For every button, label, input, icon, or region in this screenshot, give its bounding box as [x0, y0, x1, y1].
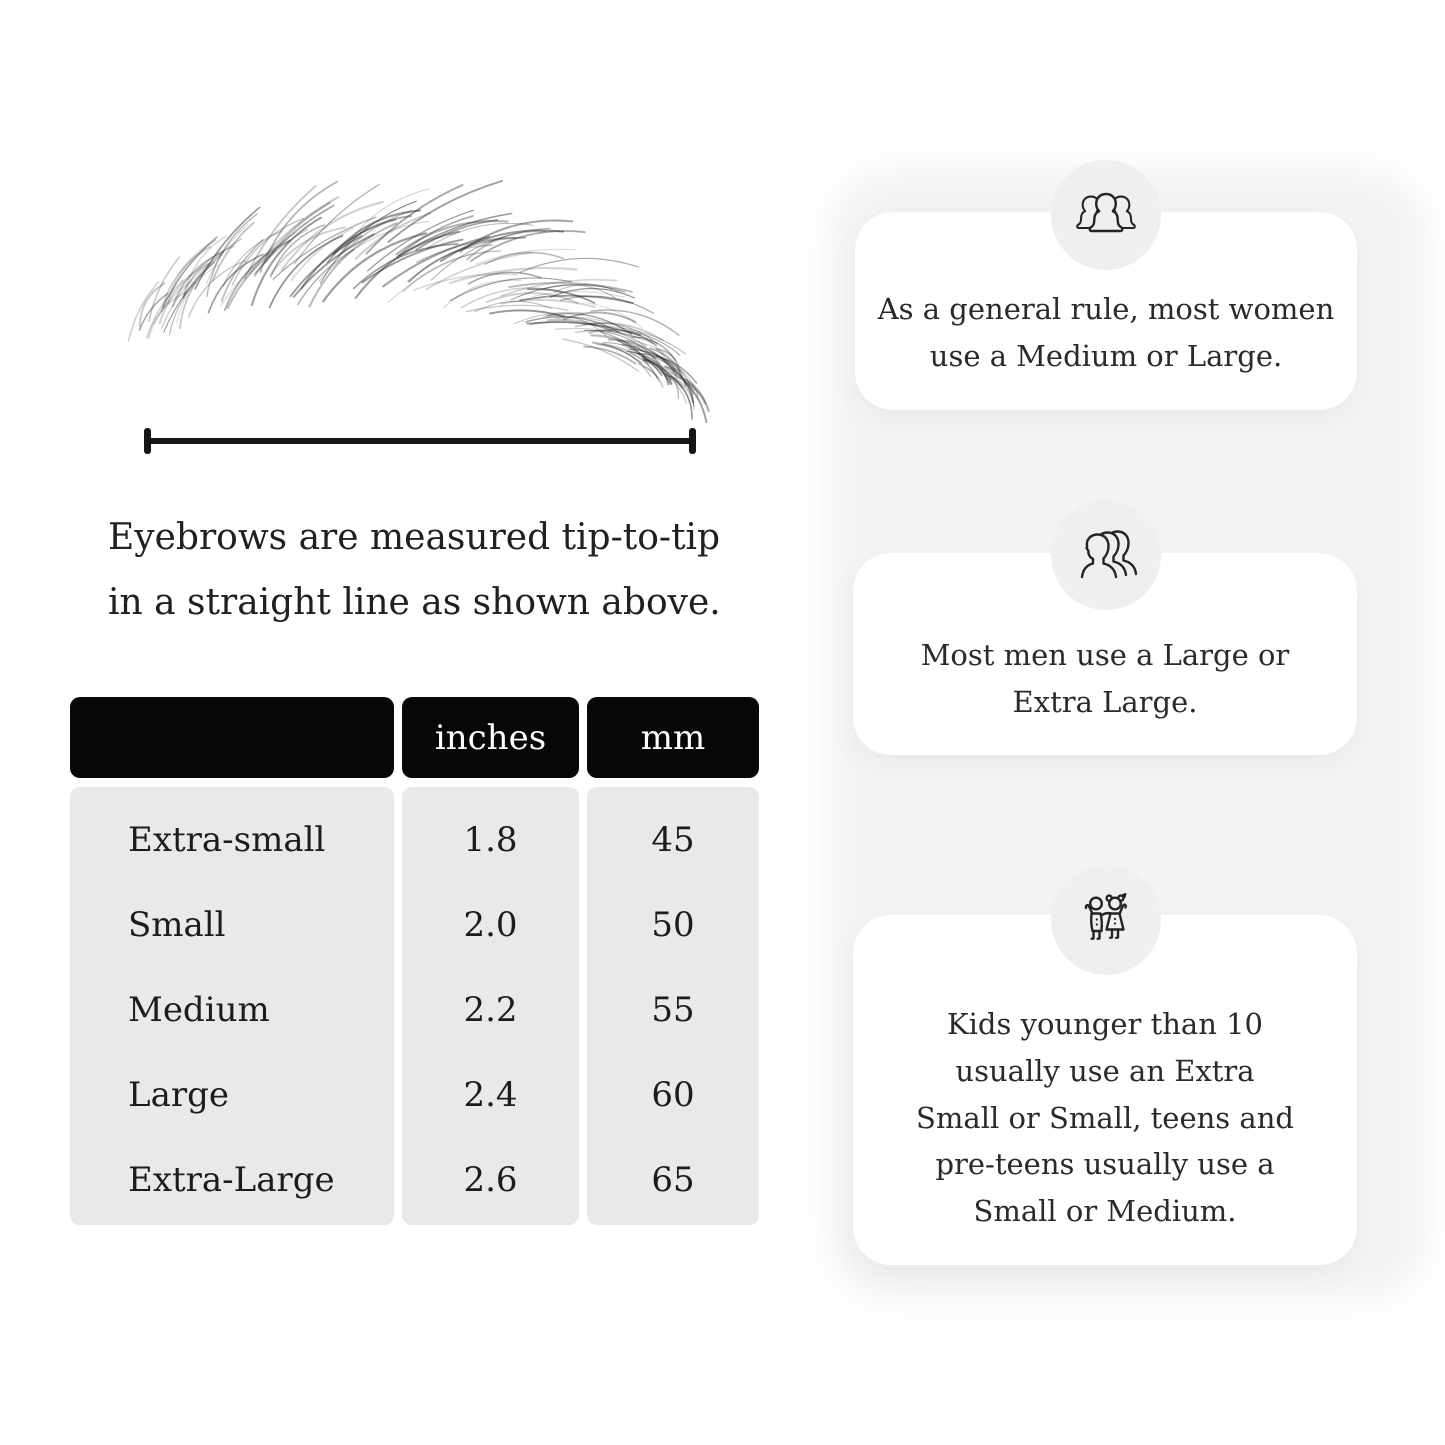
measurement-bar — [146, 438, 694, 444]
measurement-line — [144, 428, 696, 454]
card-women-line-2: use a Medium or Large. — [929, 339, 1283, 373]
card-kids-line-1: Kids younger than 10 — [946, 1006, 1264, 1041]
card-kids-line-4: pre-teens usually use a — [935, 1147, 1275, 1182]
table-row — [70, 1055, 759, 1135]
table-header-mm-label: mm — [640, 717, 706, 758]
size-inches-value: 1.8 — [463, 819, 518, 860]
card-women-text — [878, 286, 1335, 380]
size-inches-value: 2.6 — [463, 1160, 518, 1201]
table-row — [70, 885, 759, 965]
card-men-line-1: Most men use a Large or — [920, 638, 1290, 673]
card-women-line-1: As a general rule, most women — [877, 292, 1335, 327]
size-mm-value: 50 — [651, 904, 695, 945]
card-men-text — [921, 632, 1290, 726]
measurement-endcap-right — [689, 428, 696, 454]
size-mm-value: 45 — [651, 819, 695, 860]
card-kids-text — [916, 1001, 1294, 1236]
card-kids-line-3: Small or Small, teens and — [916, 1100, 1294, 1135]
table-header-blank — [70, 697, 394, 778]
size-label: Extra-Large — [128, 1160, 335, 1201]
men-group-icon — [1051, 500, 1161, 610]
size-inches-value: 2.0 — [463, 904, 518, 945]
size-inches-value: 2.4 — [463, 1075, 518, 1116]
kids-icon — [1051, 865, 1161, 975]
card-kids-line-5: Small or Medium. — [973, 1194, 1237, 1229]
caption-line-2: in a straight line as shown above. — [108, 581, 721, 623]
table-header-inches-label: inches — [434, 717, 547, 758]
size-label: Small — [128, 904, 226, 945]
size-label: Large — [128, 1075, 229, 1116]
eyebrow-illustration — [128, 236, 690, 396]
size-mm-value: 60 — [651, 1075, 695, 1116]
size-label: Extra-small — [128, 819, 326, 860]
size-inches-value: 2.2 — [463, 989, 518, 1030]
size-mm-value: 65 — [651, 1160, 695, 1201]
size-label: Medium — [128, 989, 270, 1030]
card-men-line-2: Extra Large. — [1012, 685, 1198, 719]
caption-line-1: Eyebrows are measured tip-to-tip — [108, 517, 721, 558]
measurement-caption — [108, 506, 721, 636]
table-header-inches — [402, 697, 579, 778]
table-row — [70, 800, 759, 880]
table-rows — [70, 787, 759, 1225]
table-row — [70, 970, 759, 1050]
size-mm-value: 55 — [651, 989, 695, 1030]
card-kids-line-2: usually use an Extra — [955, 1053, 1255, 1088]
table-header-mm — [587, 697, 759, 778]
table-row — [70, 1140, 759, 1220]
women-group-icon — [1051, 160, 1161, 270]
